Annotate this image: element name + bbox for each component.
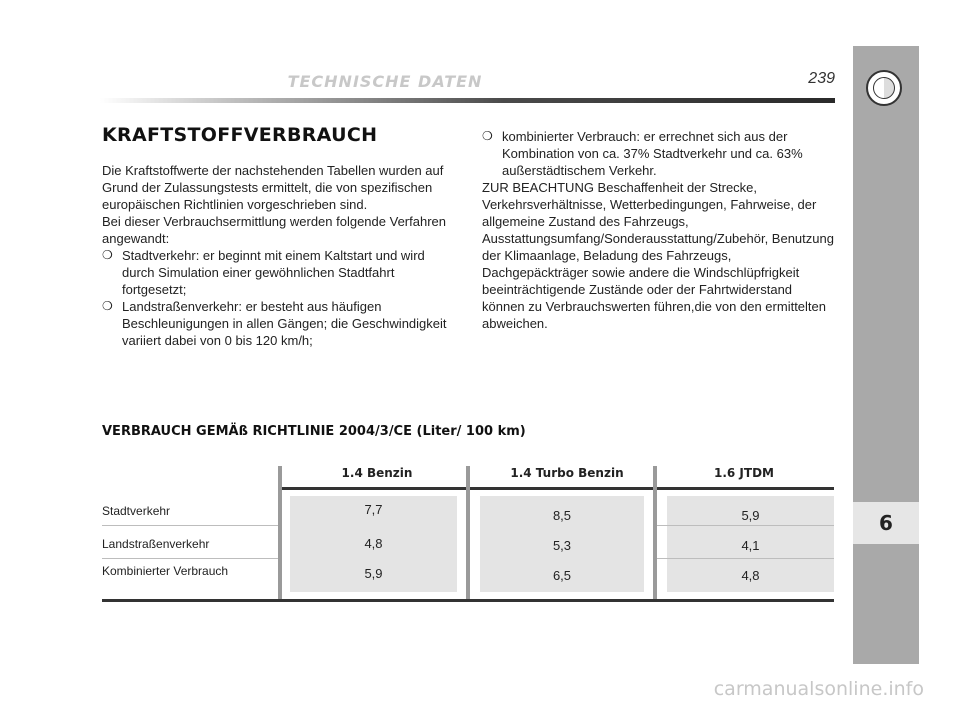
column-separator	[466, 466, 470, 602]
bullet-text: kombinierter Verbrauch: er errechnet sich aus der Kombination von ca. 37% Stadtverkehr und ca. 63% außerstädtischem Verkehr.	[502, 129, 803, 178]
right-column	[482, 128, 834, 332]
column-header: 1.6 JTDM	[714, 466, 774, 480]
chapter-number: 6	[853, 502, 919, 544]
left-column	[102, 162, 457, 349]
table-value: 8,5	[552, 508, 572, 523]
table-value: 5,9	[741, 508, 760, 523]
row-divider	[657, 558, 834, 559]
consumption-table	[102, 466, 834, 604]
watermark: carmanualsonline.info	[713, 678, 924, 700]
column-header: 1.4 Benzin	[341, 466, 413, 480]
row-label: Landstraßenverkehr	[102, 537, 210, 551]
bullet-circle-icon: ❍	[482, 129, 493, 143]
column-separator	[653, 466, 657, 602]
bullet-item	[102, 247, 457, 298]
value-cell-group	[480, 496, 644, 592]
header-rule	[100, 98, 835, 103]
chapter-side-tab	[853, 46, 919, 664]
bullet-text: Stadtverkehr: er beginnt mit einem Kaltstart und wird durch Simulation einer gewöhnlichen Stadtfahrt fortgesetzt;	[122, 248, 425, 297]
section-heading: KRAFTSTOFFVERBRAUCH	[102, 124, 378, 146]
column-separator	[278, 466, 282, 602]
table-value: 6,5	[552, 568, 572, 583]
bullet-circle-icon: ❍	[102, 248, 113, 262]
row-label: Kombinierter Verbrauch	[102, 564, 229, 578]
method-intro: Bei dieser Verbrauchsermittlung werden folgende Verfahren angewandt:	[102, 214, 446, 246]
row-divider	[657, 525, 834, 526]
table-value: 7,7	[364, 502, 383, 517]
bullet-item	[102, 298, 457, 349]
table-value: 4,8	[364, 536, 383, 551]
table-bottom-rule	[102, 599, 834, 602]
table-value: 4,1	[741, 538, 760, 553]
column-header: 1.4 Turbo Benzin	[510, 466, 624, 480]
alfa-romeo-badge-icon	[866, 70, 902, 106]
header-divider	[282, 487, 834, 490]
bullet-circle-icon: ❍	[102, 299, 113, 313]
bullet-item	[482, 128, 834, 179]
row-divider	[102, 558, 278, 559]
table-value: 5,9	[364, 566, 383, 581]
page-number: 239	[808, 70, 835, 87]
table-value: 4,8	[741, 568, 760, 583]
bullet-text: Landstraßenverkehr: er besteht aus häufigen Beschleunigungen in allen Gängen; die Geschwindigkeit variiert dabei von 0 bis 120 km/h;	[122, 299, 447, 348]
page-title: TECHNISCHE DATEN	[287, 72, 483, 91]
row-divider	[102, 525, 278, 526]
value-cell-group	[667, 496, 834, 592]
note-paragraph: ZUR BEACHTUNG Beschaffenheit der Strecke, Verkehrsverhältnisse, Wetterbedingungen, Fahrweise, der allgemeine Zustand des Fahrzeugs, Ausstattungsumfang/Sonderausstattung/Zubehör, Benutzung der Klimaanlage, Beladung des Fahrzeugs, Dachgepäckträger sowie andere die Windschlüpfrigkeit beeinträchtigende Zustände oder der Fahrtwiderstand können zu Verbrauchswerten führen,die von den ermittelten abweichen.	[482, 180, 834, 331]
table-title: VERBRAUCH GEMÄß RICHTLINIE 2004/3/CE (Liter/ 100 km)	[102, 424, 526, 439]
value-cell-group	[290, 496, 457, 592]
intro-paragraph: Die Kraftstoffwerte der nachstehenden Tabellen wurden auf Grund der Zulassungstests ermittelt, die von spezifischen europäischen Richtlinien vorgeschrieben sind.	[102, 163, 444, 212]
table-value: 5,3	[552, 538, 572, 553]
row-label: Stadtverkehr	[102, 504, 171, 518]
